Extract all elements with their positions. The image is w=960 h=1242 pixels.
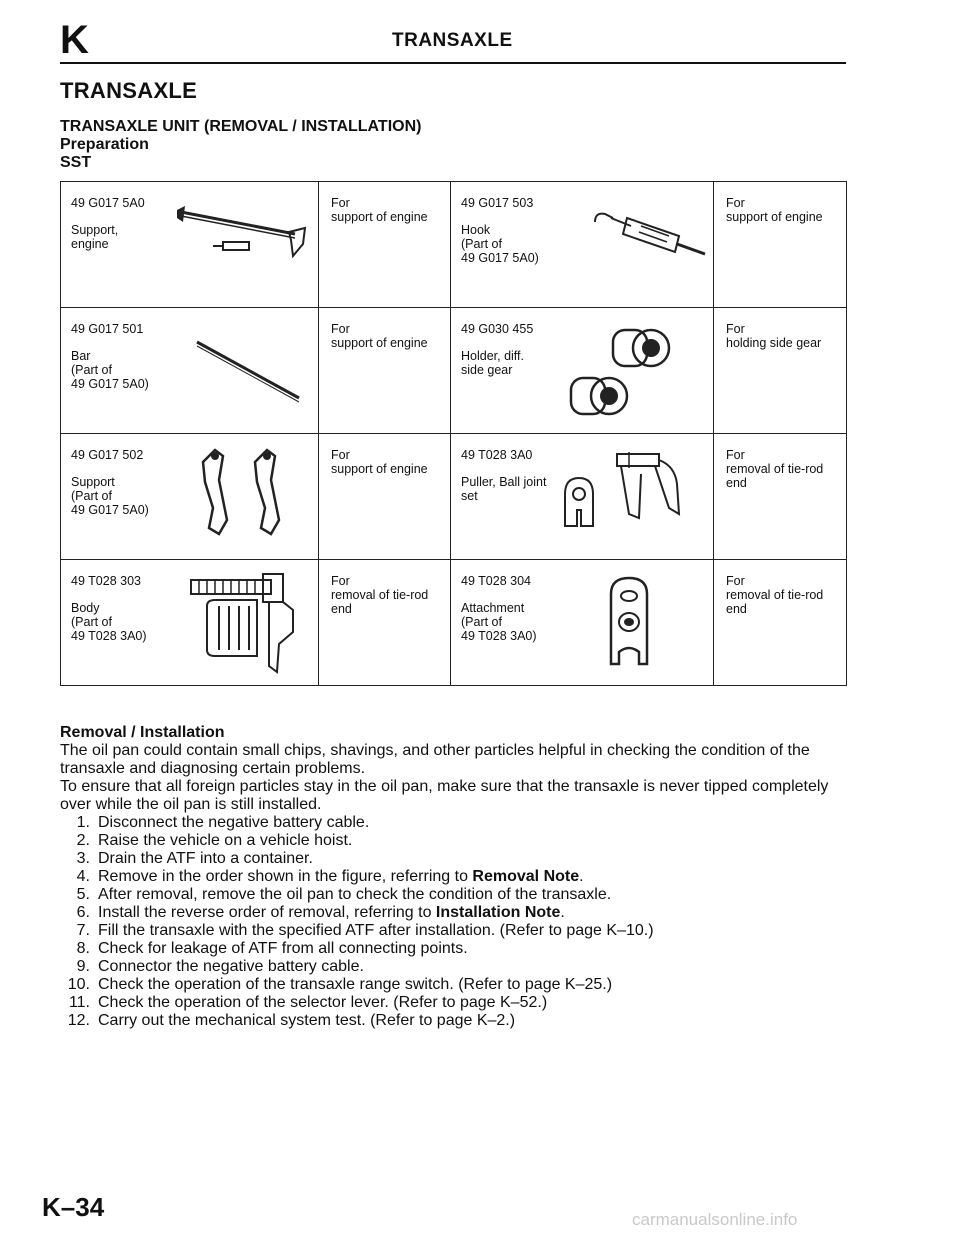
tool-cell	[61, 560, 319, 686]
step-number: 10.	[67, 976, 90, 993]
step-text: Disconnect the negative battery cable.	[98, 814, 370, 831]
page-number: K–34	[42, 1192, 105, 1222]
installation-note-ref: Installation Note	[435, 904, 561, 921]
side-gear-holder-illustration	[561, 318, 701, 430]
tool-name: Support (Part of 49 G017 5A0)	[71, 475, 149, 517]
removal-paragraph-1: The oil pan could contain small chips, shavings, and other particles helpful in checking the condition of the transaxle and diagnosing certain problems.	[60, 742, 810, 777]
removal-installation-heading: Removal / Installation	[60, 724, 225, 741]
list-item	[60, 904, 850, 922]
list-item	[60, 1012, 850, 1030]
list-item	[60, 922, 850, 940]
use-cell	[319, 182, 451, 308]
sst-table	[60, 181, 847, 686]
step-number: 11.	[68, 994, 90, 1011]
watermark: carmanualsonline.info	[632, 1210, 798, 1229]
tool-use: For support of engine	[331, 196, 428, 224]
procedure-steps	[60, 814, 850, 1030]
list-item	[60, 850, 850, 868]
tool-code: 49 T028 304	[461, 574, 531, 588]
tool-name: Body (Part of 49 T028 3A0)	[71, 601, 147, 643]
step-number: 12.	[67, 1012, 90, 1029]
step-number: 9.	[76, 958, 90, 975]
sub-headings	[60, 118, 421, 172]
step-number: 4.	[76, 868, 90, 885]
tool-use: For support of engine	[331, 448, 428, 476]
header-section-letter: K	[60, 18, 89, 62]
list-item	[60, 832, 850, 850]
step-text: Check for leakage of ATF from all connecting points.	[98, 940, 468, 957]
tool-cell	[61, 182, 319, 308]
bar-illustration	[189, 334, 309, 406]
step-text: Carry out the mechanical system test. (Refer to page K–2.)	[98, 1012, 516, 1029]
step-text: Remove in the order shown in the figure, referring to	[98, 868, 473, 885]
tool-cell	[61, 308, 319, 434]
use-cell	[319, 308, 451, 434]
use-cell	[714, 182, 847, 308]
header-rule	[60, 62, 846, 64]
tool-code: 49 G017 5A0	[71, 196, 145, 210]
table-row	[61, 308, 847, 434]
step-text: Raise the vehicle on a vehicle hoist.	[98, 832, 353, 849]
tool-name: Support, engine	[71, 223, 119, 251]
step-number: 5.	[76, 886, 90, 903]
step-number: 3.	[76, 850, 90, 867]
preparation-heading: Preparation	[60, 136, 149, 153]
tool-cell	[61, 434, 319, 560]
step-text: Check the operation of the selector lever. (Refer to page K–52.)	[98, 994, 548, 1011]
attachment-illustration	[601, 574, 671, 678]
removal-installation-section	[60, 724, 850, 1030]
tool-cell	[451, 182, 714, 308]
use-cell	[319, 434, 451, 560]
tool-name: Hook (Part of 49 G017 5A0)	[461, 223, 539, 265]
tool-name: Bar (Part of 49 G017 5A0)	[71, 349, 149, 391]
section-title: TRANSAXLE	[60, 78, 198, 103]
tool-use: For removal of tie-rod end	[726, 574, 824, 616]
tool-code: 49 G030 455	[461, 322, 534, 336]
step-text: Check the operation of the transaxle range switch. (Refer to page K–25.)	[98, 976, 613, 993]
list-item	[60, 958, 850, 976]
step-text: Drain the ATF into a container.	[98, 850, 313, 867]
list-item	[60, 868, 850, 886]
body-illustration	[183, 566, 313, 680]
hook-illustration	[591, 208, 711, 268]
step-text: Connector the negative battery cable.	[98, 958, 364, 975]
tool-use: For removal of tie-rod end	[331, 574, 429, 616]
tool-use: For support of engine	[331, 322, 428, 350]
step-text: Install the reverse order of removal, referring to	[98, 904, 436, 921]
list-item	[60, 976, 850, 994]
tool-cell	[451, 560, 714, 686]
list-item	[60, 994, 850, 1012]
tool-code: 49 G017 501	[71, 322, 144, 336]
tool-code: 49 G017 502	[71, 448, 144, 462]
step-number: 2.	[76, 832, 90, 849]
step-number: 8.	[76, 940, 90, 957]
tool-name: Puller, Ball joint set	[461, 475, 547, 503]
header-title: TRANSAXLE	[392, 30, 513, 51]
removal-paragraph-2: To ensure that all foreign particles stay in the oil pan, make sure that the transaxle is never tipped completely over while the oil pan is still installed.	[60, 778, 829, 813]
tool-cell	[451, 434, 714, 560]
tool-use: For support of engine	[726, 196, 823, 224]
tool-code: 49 T028 3A0	[461, 448, 533, 462]
step-text-end: .	[579, 868, 584, 885]
step-number: 1.	[76, 814, 90, 831]
use-cell	[714, 560, 847, 686]
ball-joint-puller-illustration	[559, 444, 707, 556]
use-cell	[714, 434, 847, 560]
list-item	[60, 814, 850, 832]
engine-support-illustration	[169, 204, 313, 262]
table-row	[61, 182, 847, 308]
tool-cell	[451, 308, 714, 434]
tool-use: For holding side gear	[726, 322, 822, 350]
use-cell	[319, 560, 451, 686]
step-text-end: .	[560, 904, 565, 921]
step-number: 6.	[76, 904, 90, 921]
removal-note-ref: Removal Note	[472, 868, 580, 885]
use-cell	[714, 308, 847, 434]
tool-name: Holder, diff. side gear	[461, 349, 525, 377]
tool-name: Attachment (Part of 49 T028 3A0)	[461, 601, 537, 643]
sst-heading: SST	[60, 154, 92, 171]
step-number: 7.	[76, 922, 90, 939]
tool-code: 49 T028 303	[71, 574, 141, 588]
tool-use: For removal of tie-rod end	[726, 448, 824, 490]
table-row	[61, 560, 847, 686]
unit-heading: TRANSAXLE UNIT (REMOVAL / INSTALLATION)	[60, 118, 422, 135]
list-item	[60, 940, 850, 958]
support-illustration	[197, 442, 307, 550]
step-text: After removal, remove the oil pan to check the condition of the transaxle.	[98, 886, 612, 903]
table-row	[61, 434, 847, 560]
step-text: Fill the transaxle with the specified ATF after installation. (Refer to page K–10.)	[98, 922, 654, 939]
list-item	[60, 886, 850, 904]
tool-code: 49 G017 503	[461, 196, 534, 210]
